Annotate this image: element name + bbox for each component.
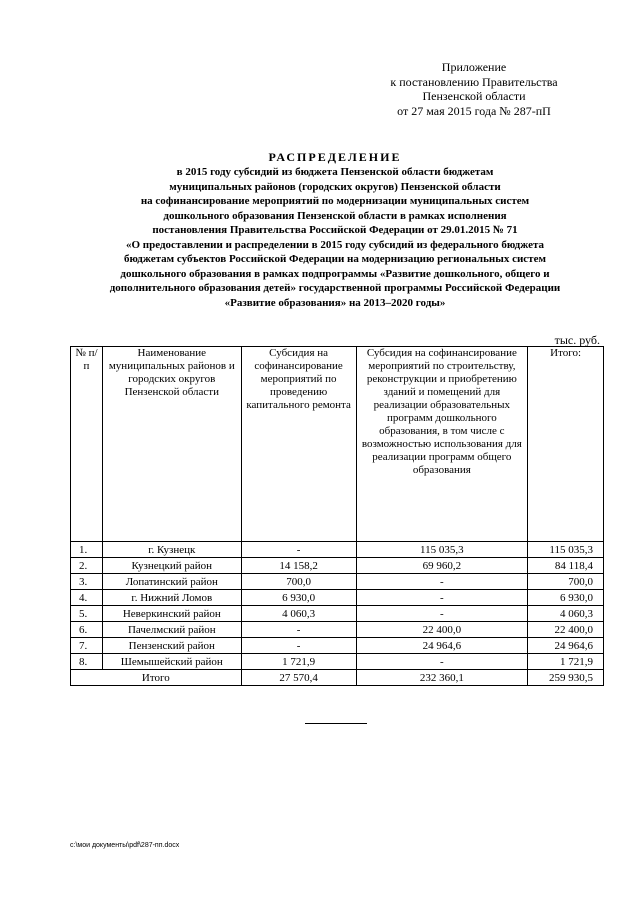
subsidy-table: [70, 346, 604, 686]
header-total: Итого:: [528, 347, 604, 542]
end-divider: [305, 723, 367, 724]
row-num: 6.: [71, 622, 103, 638]
annex-line: от 27 мая 2015 года № 287-пП: [397, 103, 551, 118]
document-title: РАСПРЕДЕЛЕНИЕ: [268, 150, 402, 164]
row-construction: -: [356, 606, 528, 622]
header-construction: Субсидия на софинансирование мероприятий по строительству, реконструкции и приобретению зданий и помещений для реализации образовательных программ дошкольного образования, в том числе с возможностью использования для реализации программ общего образования: [356, 347, 528, 542]
header-num: № п/п: [71, 347, 103, 542]
row-name: Шемышейский район: [102, 654, 241, 670]
row-name: Неверкинский район: [102, 606, 241, 622]
heading-line: в 2015 году субсидий из бюджета Пензенской области бюджетам: [176, 166, 494, 178]
heading-line: дошкольного образования Пензенской области в рамках исполнения: [163, 209, 507, 222]
row-name: г. Нижний Ломов: [102, 590, 241, 606]
row-num: 8.: [71, 654, 103, 670]
header-name: Наименование муниципальных районов и городских округов Пензенской области: [102, 347, 241, 542]
row-name: Кузнецкий район: [102, 558, 241, 574]
heading-line: на софинансирование мероприятий по модернизации муниципальных систем: [140, 195, 530, 207]
row-capital-repair: -: [241, 638, 356, 654]
row-total: 4 060,3: [528, 606, 604, 622]
heading-line: бюджетам субъектов Российской Федерации на модернизацию региональных систем: [124, 253, 546, 265]
row-total: 1 721,9: [528, 654, 604, 670]
row-total: 115 035,3: [528, 542, 604, 558]
total-label: Итого: [71, 670, 242, 686]
row-construction: 24 964,6: [356, 638, 528, 654]
heading-line: «О предоставлении и распределении в 2015 году субсидий из федерального бюджета: [125, 238, 544, 251]
heading-line: «Развитие образования» на 2013–2020 годы»: [224, 296, 446, 309]
annex-line: Пензенской области: [422, 89, 526, 103]
units-label: тыс. руб.: [554, 333, 600, 347]
row-num: 1.: [71, 542, 103, 558]
table-row: [71, 606, 604, 622]
total-grand: 259 930,5: [528, 670, 604, 686]
file-path-footer: с:\мои документы\pdf\287-пп.docx: [70, 842, 180, 849]
document-heading: [60, 165, 610, 310]
row-construction: 115 035,3: [356, 542, 528, 558]
heading-line: постановления Правительства Российской Федерации от 29.01.2015 № 71: [152, 224, 518, 236]
row-capital-repair: 4 060,3: [241, 606, 356, 622]
table-row: [71, 638, 604, 654]
row-capital-repair: 6 930,0: [241, 590, 356, 606]
row-num: 4.: [71, 590, 103, 606]
total-capital-repair: 27 570,4: [241, 670, 356, 686]
row-capital-repair: 14 158,2: [241, 558, 356, 574]
annex-block: [362, 60, 586, 118]
row-capital-repair: -: [241, 622, 356, 638]
table-row: [71, 654, 604, 670]
table-row: [71, 542, 604, 558]
row-construction: -: [356, 574, 528, 590]
row-total: 24 964,6: [528, 638, 604, 654]
row-total: 700,0: [528, 574, 604, 590]
row-num: 5.: [71, 606, 103, 622]
heading-line: дополнительного образования детей» государственной программы Российской Федерации: [109, 282, 561, 294]
table-header-row: [71, 347, 604, 542]
header-capital-repair: Субсидия на софинансирование мероприятий по проведению капитального ремонта: [241, 347, 356, 542]
annex-line: Приложение: [441, 60, 507, 74]
row-capital-repair: -: [241, 542, 356, 558]
table-row: [71, 590, 604, 606]
table-row: [71, 622, 604, 638]
row-total: 22 400,0: [528, 622, 604, 638]
row-capital-repair: 1 721,9: [241, 654, 356, 670]
row-total: 84 118,4: [528, 558, 604, 574]
row-num: 2.: [71, 558, 103, 574]
row-construction: -: [356, 654, 528, 670]
total-construction: 232 360,1: [356, 670, 528, 686]
row-name: г. Кузнецк: [102, 542, 241, 558]
heading-line: дошкольного образования в рамках подпрограммы «Развитие дошкольного, общего и: [120, 267, 550, 280]
row-construction: -: [356, 590, 528, 606]
row-construction: 69 960,2: [356, 558, 528, 574]
row-name: Пензенский район: [102, 638, 241, 654]
row-capital-repair: 700,0: [241, 574, 356, 590]
annex-line: к постановлению Правительства: [390, 74, 558, 89]
table-row: [71, 574, 604, 590]
heading-line: муниципальных районов (городских округов) Пензенской области: [169, 180, 501, 193]
row-num: 3.: [71, 574, 103, 590]
row-construction: 22 400,0: [356, 622, 528, 638]
row-total: 6 930,0: [528, 590, 604, 606]
row-name: Пачелмский район: [102, 622, 241, 638]
table-row: [71, 558, 604, 574]
row-num: 7.: [71, 638, 103, 654]
table-total-row: [71, 670, 604, 686]
row-name: Лопатинский район: [102, 574, 241, 590]
